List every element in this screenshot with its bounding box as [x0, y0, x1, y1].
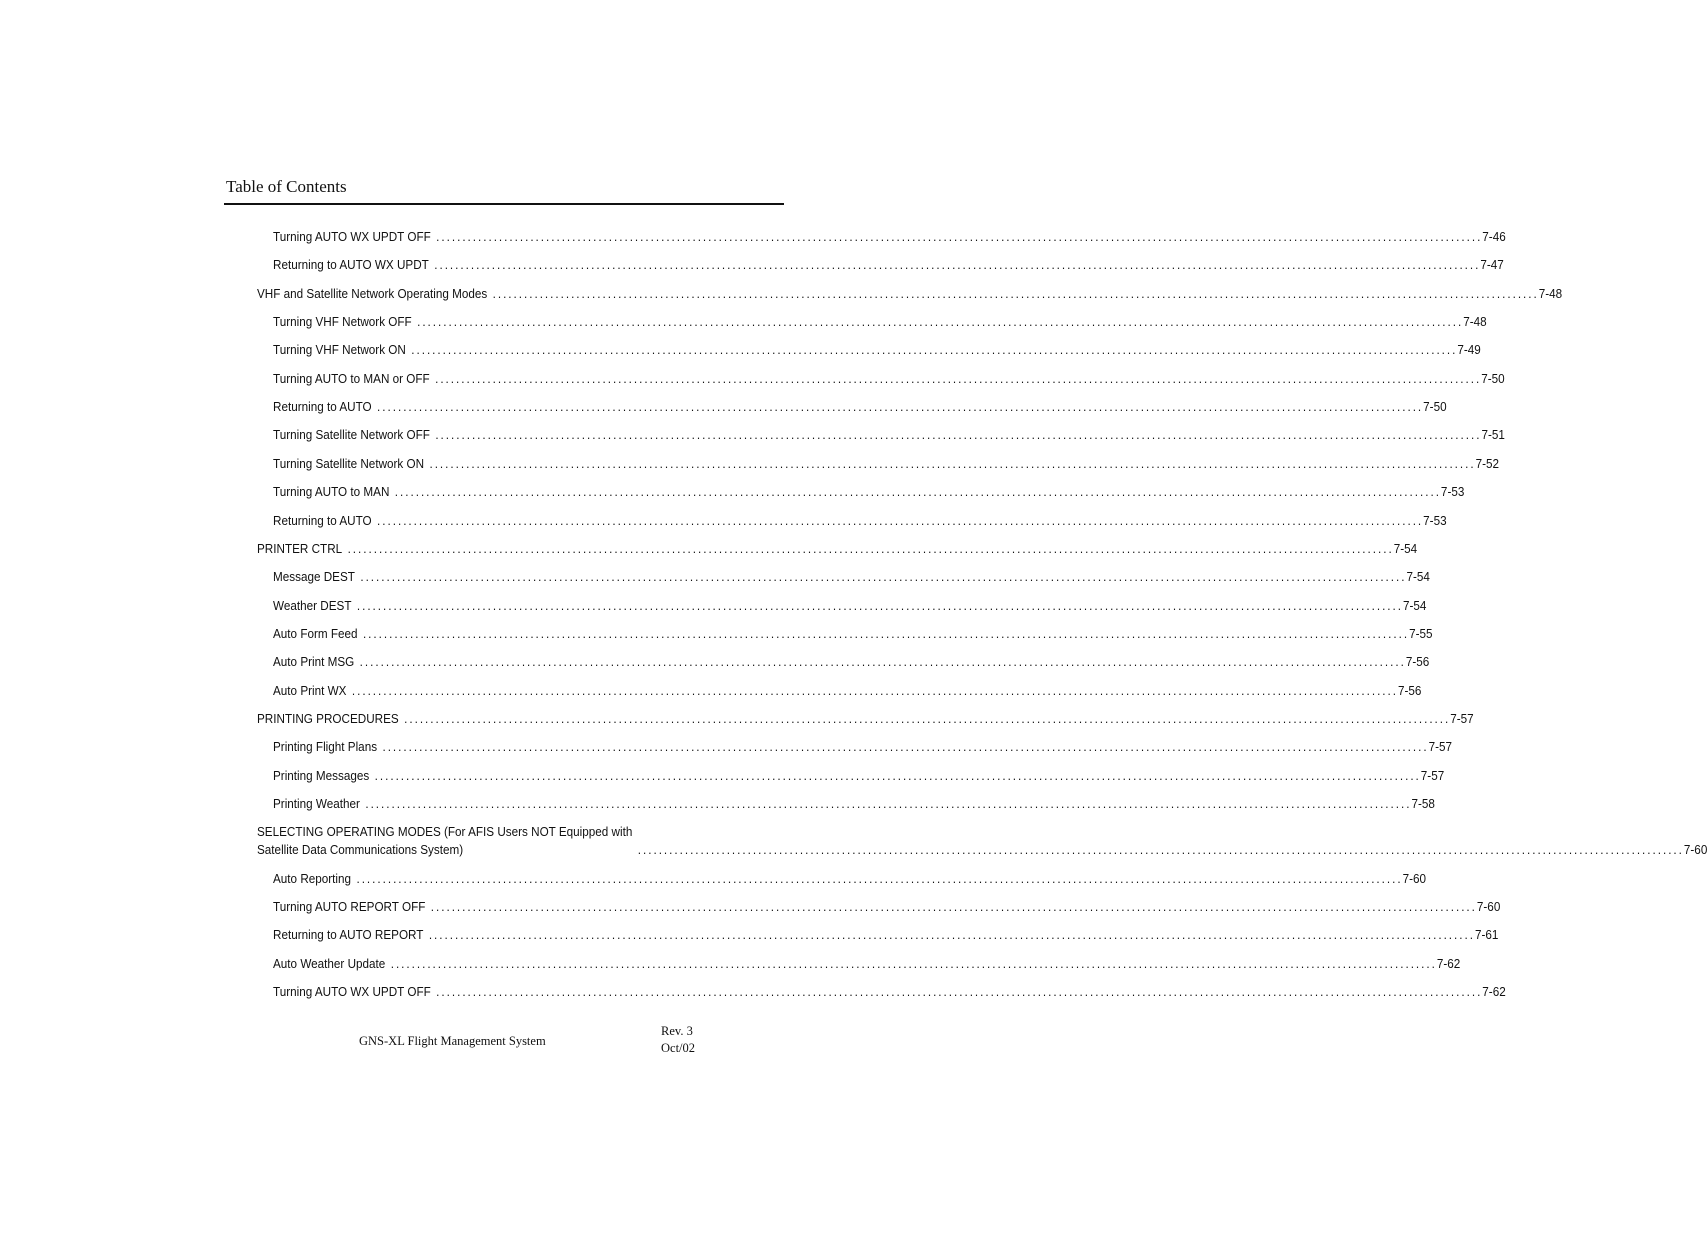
toc-entry-leader: ........................................................................................................................................................................................................ — [362, 625, 1410, 641]
toc-entry-label: PRINTING PROCEDURES — [257, 710, 399, 726]
toc-entry-leader: ........................................................................................................................................................................................................ — [359, 654, 1406, 670]
toc-entry-label-line1: SELECTING OPERATING MODES (For AFIS Users NOT Equipped with — [257, 824, 633, 840]
toc-entry-label: Turning Satellite Network ON — [273, 455, 425, 471]
toc-entry-leader: ........................................................................................................................................................................................................ — [492, 285, 1539, 301]
toc-entry-label: Printing Flight Plans — [273, 739, 378, 755]
toc-entry-page: 7-61 — [1474, 927, 1499, 943]
toc-entry[interactable] — [273, 512, 1447, 530]
toc-entry-leader: ........................................................................................................................................................................................................ — [404, 710, 1451, 726]
toc-entry-page: 7-57 — [1420, 767, 1445, 783]
toc-entry[interactable] — [273, 398, 1447, 416]
toc-entry-label: VHF and Satellite Network Operating Modes — [257, 285, 488, 301]
toc-entry[interactable] — [273, 870, 1427, 888]
toc-entry-label: Auto Reporting — [273, 870, 352, 886]
toc-entry-label: Returning to AUTO — [273, 512, 372, 528]
toc-entry[interactable] — [257, 540, 1418, 558]
toc-entry-page: 7-60 — [1402, 870, 1427, 886]
toc-entry-page: 7-54 — [1403, 597, 1427, 613]
toc-entry-page: 7-50 — [1423, 399, 1447, 415]
toc-entry-label: Returning to AUTO — [273, 399, 372, 415]
toc-entry[interactable] — [273, 597, 1427, 615]
toc-entry-page: 7-50 — [1481, 370, 1505, 386]
toc-entry-leader: ........................................................................................................................................................................................................ — [356, 870, 1403, 886]
toc-entry[interactable] — [273, 426, 1505, 444]
toc-entry[interactable] — [273, 955, 1461, 973]
toc-entry-leader: ........................................................................................................................................................................................................ — [436, 229, 1483, 244]
toc-entry-label: Turning AUTO REPORT OFF — [273, 899, 426, 915]
toc-entry-leader: ........................................................................................................................................................................................................ — [347, 540, 1394, 556]
toc-entry-page: 7-62 — [1482, 984, 1506, 1000]
toc-entry-page: 7-53 — [1423, 512, 1447, 528]
toc-entry-label: Auto Form Feed — [273, 625, 358, 641]
toc-entry-page: 7-62 — [1436, 955, 1461, 971]
toc-entry-label: Turning AUTO WX UPDT OFF — [273, 229, 431, 244]
toc-entry-label: Message DEST — [273, 569, 355, 585]
toc-entry-page: 7-54 — [1406, 569, 1430, 585]
toc-entry-leader: ........................................................................................................................................................................................................ — [365, 796, 1412, 811]
toc-entry-label: Printing Weather — [273, 796, 360, 811]
toc-entry[interactable] — [273, 898, 1501, 916]
toc-entry-label-line2: Satellite Data Communications System) — [257, 842, 464, 858]
toc-entry[interactable] — [273, 313, 1487, 331]
toc-entry-label: Turning VHF Network OFF — [273, 314, 412, 330]
toc-entry-leader: ........................................................................................................................................................................................................ — [374, 767, 1421, 783]
footer-revision: Rev. 3 — [661, 1024, 693, 1038]
toc-entry-label: Auto Print WX — [273, 682, 347, 698]
toc-entry-leader: ........................................................................................................................................................................................................ — [417, 314, 1464, 330]
toc-entry-page: 7-57 — [1450, 710, 1474, 726]
toc-entry-leader: ........................................................................................................................................................................................................ — [360, 569, 1407, 585]
toc-entry[interactable] — [257, 710, 1474, 728]
toc-entry-page: 7-47 — [1480, 257, 1504, 273]
toc-entry-page: 7-53 — [1440, 484, 1465, 500]
toc-entry[interactable] — [273, 795, 1435, 813]
toc-entry[interactable] — [257, 285, 1563, 303]
toc-entry-label: Returning to AUTO WX UPDT — [273, 257, 429, 273]
toc-entry-label: PRINTER CTRL — [257, 540, 343, 556]
toc-entry-label: Weather DEST — [273, 597, 352, 613]
toc-entry-page: 7-52 — [1475, 455, 1500, 471]
toc-entry[interactable] — [273, 983, 1506, 1001]
toc-entry-label: Auto Print MSG — [273, 654, 355, 670]
toc-entry-leader: ........................................................................................................................................................................................................ — [377, 399, 1424, 415]
toc-entry-page: 7-51 — [1481, 427, 1505, 443]
toc-entry-leader: ........................................................................................................................................................................................................ — [435, 370, 1482, 386]
toc-entry-label: Turning AUTO to MAN — [273, 484, 390, 500]
toc-entry-page: 7-57 — [1428, 739, 1453, 755]
toc-entry-leader: ........................................................................................................................................................................................................ — [377, 512, 1424, 528]
toc-entry-label: Turning AUTO WX UPDT OFF — [273, 984, 431, 1000]
toc-entry-label: Printing Messages — [273, 767, 370, 783]
toc-entry[interactable] — [273, 926, 1499, 944]
toc-entry-leader: ........................................................................................................................................................................................................ — [434, 257, 1481, 273]
toc-entry-leader: ........................................................................................................................................................................................................ — [382, 739, 1429, 755]
toc-entry-leader: ........................................................................................................................................................................................................ — [637, 842, 1684, 858]
toc-entry[interactable] — [257, 823, 1707, 859]
toc-entry-label — [257, 823, 638, 859]
toc-entry-leader: ........................................................................................................................................................................................................ — [430, 899, 1477, 915]
toc-entry[interactable] — [273, 682, 1422, 700]
toc-entry-label: Returning to AUTO REPORT — [273, 927, 424, 943]
footer-date: Oct/02 — [661, 1041, 696, 1055]
toc-entry-leader: ........................................................................................................................................................................................................ — [390, 955, 1437, 971]
toc-entry[interactable] — [273, 256, 1504, 274]
toc-entry-page: 7-56 — [1405, 654, 1430, 670]
toc-entry[interactable] — [273, 653, 1430, 671]
toc-entry-leader: ........................................................................................................................................................................................................ — [356, 597, 1404, 613]
toc-entry[interactable] — [273, 228, 1506, 246]
toc-entry-leader: ........................................................................................................................................................................................................ — [394, 484, 1441, 500]
toc-entry-page: 7-55 — [1409, 625, 1433, 641]
toc-entry[interactable] — [273, 370, 1505, 388]
toc-entry[interactable] — [273, 483, 1465, 501]
toc-entry-page: 7-48 — [1463, 314, 1487, 330]
toc-entry[interactable] — [273, 455, 1500, 473]
toc-entry-leader: ........................................................................................................................................................................................................ — [429, 455, 1476, 471]
toc-entry-leader: ........................................................................................................................................................................................................ — [428, 927, 1475, 943]
toc-entry-page: 7-49 — [1457, 342, 1481, 358]
toc-entry-label: Turning VHF Network ON — [273, 342, 406, 358]
toc-entry-leader: ........................................................................................................................................................................................................ — [411, 342, 1458, 358]
footer-system-name: GNS-XL Flight Management System — [359, 1034, 546, 1048]
toc-entry-leader: ........................................................................................................................................................................................................ — [436, 984, 1483, 1000]
toc-entry[interactable] — [273, 738, 1453, 756]
toc-entry[interactable] — [273, 341, 1481, 359]
toc-entry-label: Auto Weather Update — [273, 955, 386, 971]
toc-entry[interactable] — [273, 568, 1430, 586]
toc-entry[interactable] — [273, 625, 1433, 643]
footer-revision-block — [661, 1023, 695, 1057]
toc-entry-page: 7-56 — [1398, 682, 1422, 698]
toc-entry-page: 7-60 — [1476, 899, 1501, 915]
page-title: Table of Contents — [226, 177, 347, 196]
toc-entry-page: 7-60 — [1683, 842, 1707, 858]
toc-entry-page: 7-58 — [1411, 796, 1435, 811]
toc-entry-page: 7-46 — [1482, 229, 1506, 244]
toc-entry-leader: ........................................................................................................................................................................................................ — [351, 682, 1399, 698]
toc-entry-label: Turning AUTO to MAN or OFF — [273, 370, 430, 386]
toc-entry-page: 7-54 — [1393, 540, 1418, 556]
toc-entry-leader: ........................................................................................................................................................................................................ — [435, 427, 1482, 443]
toc-entry-page: 7-48 — [1538, 285, 1563, 301]
toc-entry[interactable] — [273, 767, 1445, 785]
toc-entry-label: Turning Satellite Network OFF — [273, 427, 430, 443]
